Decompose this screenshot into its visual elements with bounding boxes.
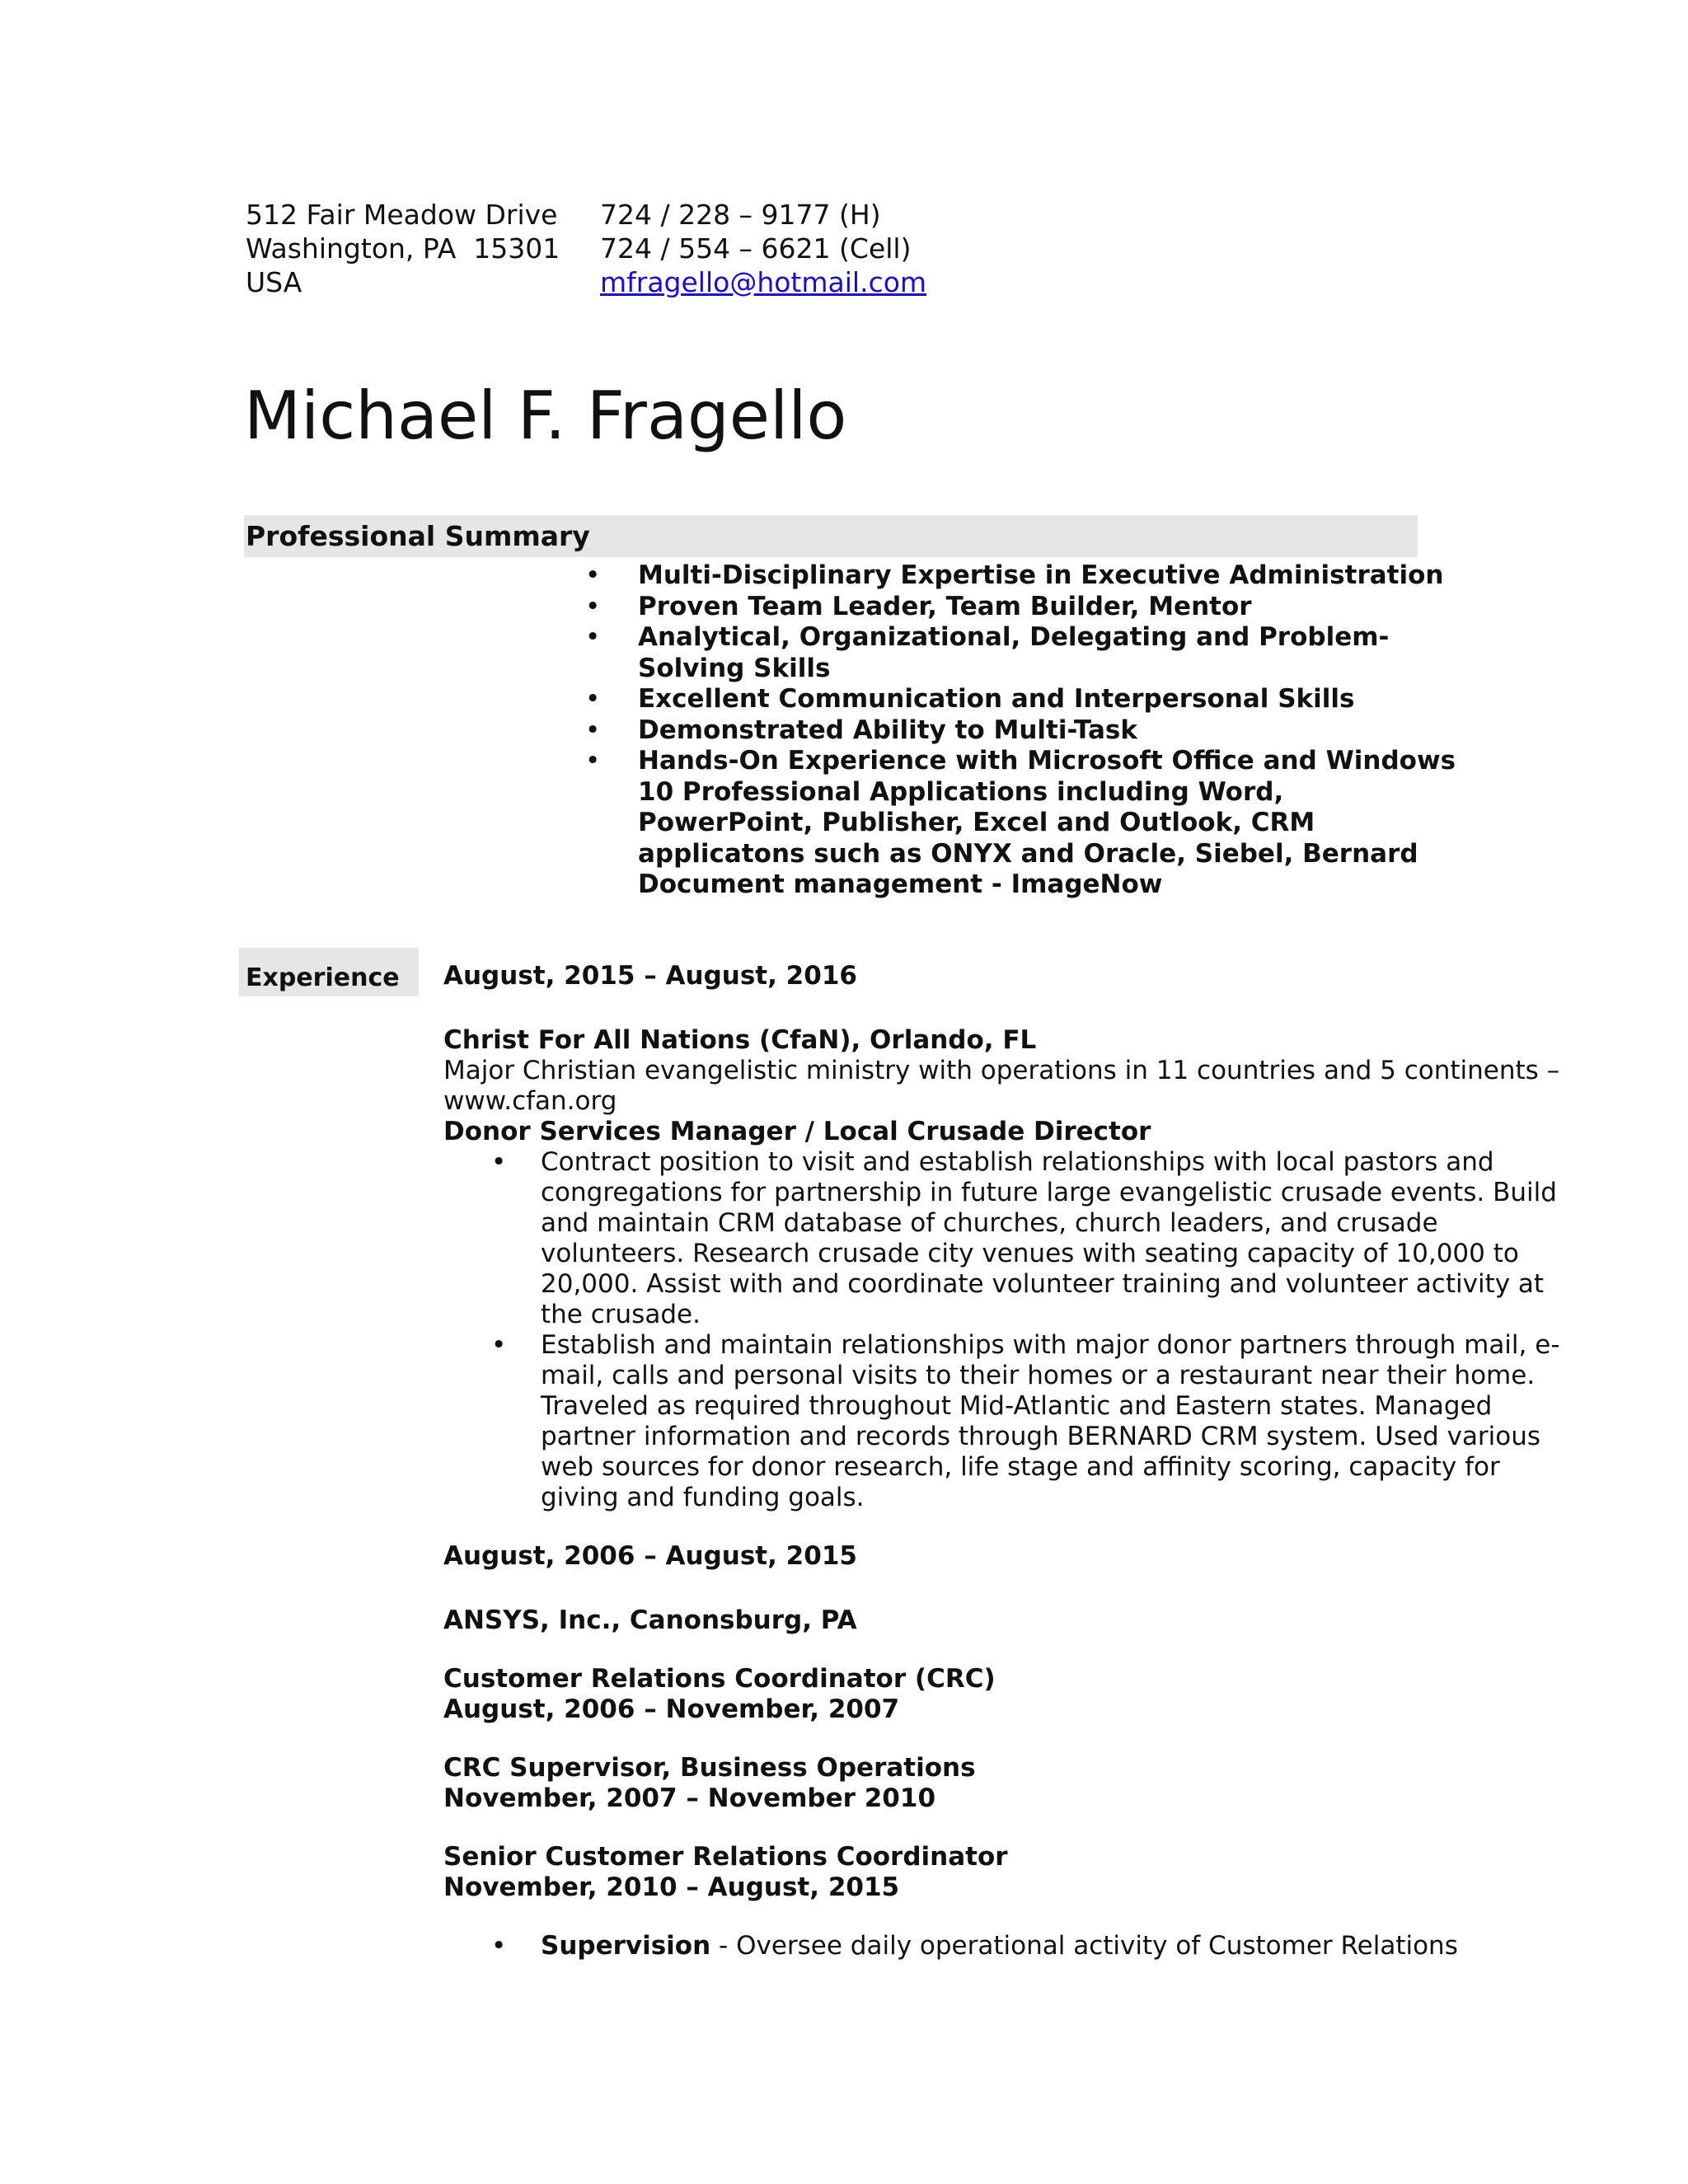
role-title: Senior Customer Relations Coordinator — [443, 1842, 1008, 1872]
candidate-name: Michael F. Fragello — [244, 377, 847, 454]
bullet-text: - Oversee daily operational activity of Customer Relations — [710, 1931, 1458, 1961]
job-bullet: • Contract position to visit and establish relationships with local pastors and congregations for partnership in future large evangelistic crusade events. Build and maintain CRM database of churches, church leaders, and crusade volunteers. Research crusade city venues with seating capacity of 10,000 to 20,000. Assist with and coordinate volunteer training and volunteer activity at the crusade. — [491, 1147, 1581, 1330]
summary-item: • Analytical, Organizational, Delegating and Problem-Solving Skills — [585, 622, 1459, 684]
summary-item: • Proven Team Leader, Team Builder, Mentor — [585, 592, 1459, 623]
home-phone: 724 / 228 – 9177 (H) — [600, 199, 881, 231]
cell-phone: 724 / 554 – 6621 (Cell) — [600, 232, 912, 265]
bullet-label: Supervision — [541, 1931, 711, 1961]
street-address: 512 Fair Meadow Drive — [246, 199, 558, 231]
experience-section — [443, 961, 1581, 1961]
job-title: Donor Services Manager / Local Crusade Director — [443, 1117, 1151, 1146]
city-state-zip: Washington, PA 15301 — [246, 232, 560, 265]
contact-block — [246, 198, 926, 299]
summary-list — [585, 560, 1459, 901]
company-description: Major Christian evangelistic ministry with operations in 11 countries and 5 continents – www.cfan.org — [443, 1056, 1560, 1116]
role-title: Customer Relations Coordinator (CRC) — [443, 1664, 996, 1694]
role-title: CRC Supervisor, Business Operations — [443, 1753, 976, 1783]
email-link[interactable]: mfragello@hotmail.com — [600, 266, 927, 298]
role-dates: August, 2006 – November, 2007 — [443, 1694, 900, 1724]
summary-item: • Excellent Communication and Interpersonal Skills — [585, 684, 1459, 715]
summary-item: • Hands-On Experience with Microsoft Office and Windows 10 Professional Applications including Word, PowerPoint, Publisher, Excel and Outlook, CRM applicatons such as ONYX and Oracle, Siebel, Bernard Document management - ImageNow — [585, 746, 1459, 901]
summary-heading: Professional Summary — [244, 515, 1418, 557]
experience-heading: Experience — [239, 948, 419, 996]
job-company: ANSYS, Inc., Canonsburg, PA — [443, 1605, 857, 1635]
job-dates: August, 2006 – August, 2015 — [443, 1541, 857, 1571]
role-dates: November, 2010 – August, 2015 — [443, 1872, 900, 1902]
summary-item: • Demonstrated Ability to Multi-Task — [585, 715, 1459, 747]
country: USA — [246, 266, 302, 298]
job-dates: August, 2015 – August, 2016 — [443, 961, 857, 991]
job-bullet: • Establish and maintain relationships with major donor partners through mail, e-mail, calls and personal visits to their homes or a restaurant near their home. Traveled as required throughout Mid-Atlantic and Eastern states. Managed partner information and records through BERNARD CRM system. Used various web sources for donor research, life stage and affinity scoring, capacity for giving and funding goals. — [491, 1330, 1581, 1513]
role-dates: November, 2007 – November 2010 — [443, 1783, 936, 1813]
job-bullet — [491, 1931, 1581, 1961]
job-company: Christ For All Nations (CfaN), Orlando, FL — [443, 1025, 1037, 1055]
summary-item: • Multi-Disciplinary Expertise in Executive Administration — [585, 560, 1459, 592]
